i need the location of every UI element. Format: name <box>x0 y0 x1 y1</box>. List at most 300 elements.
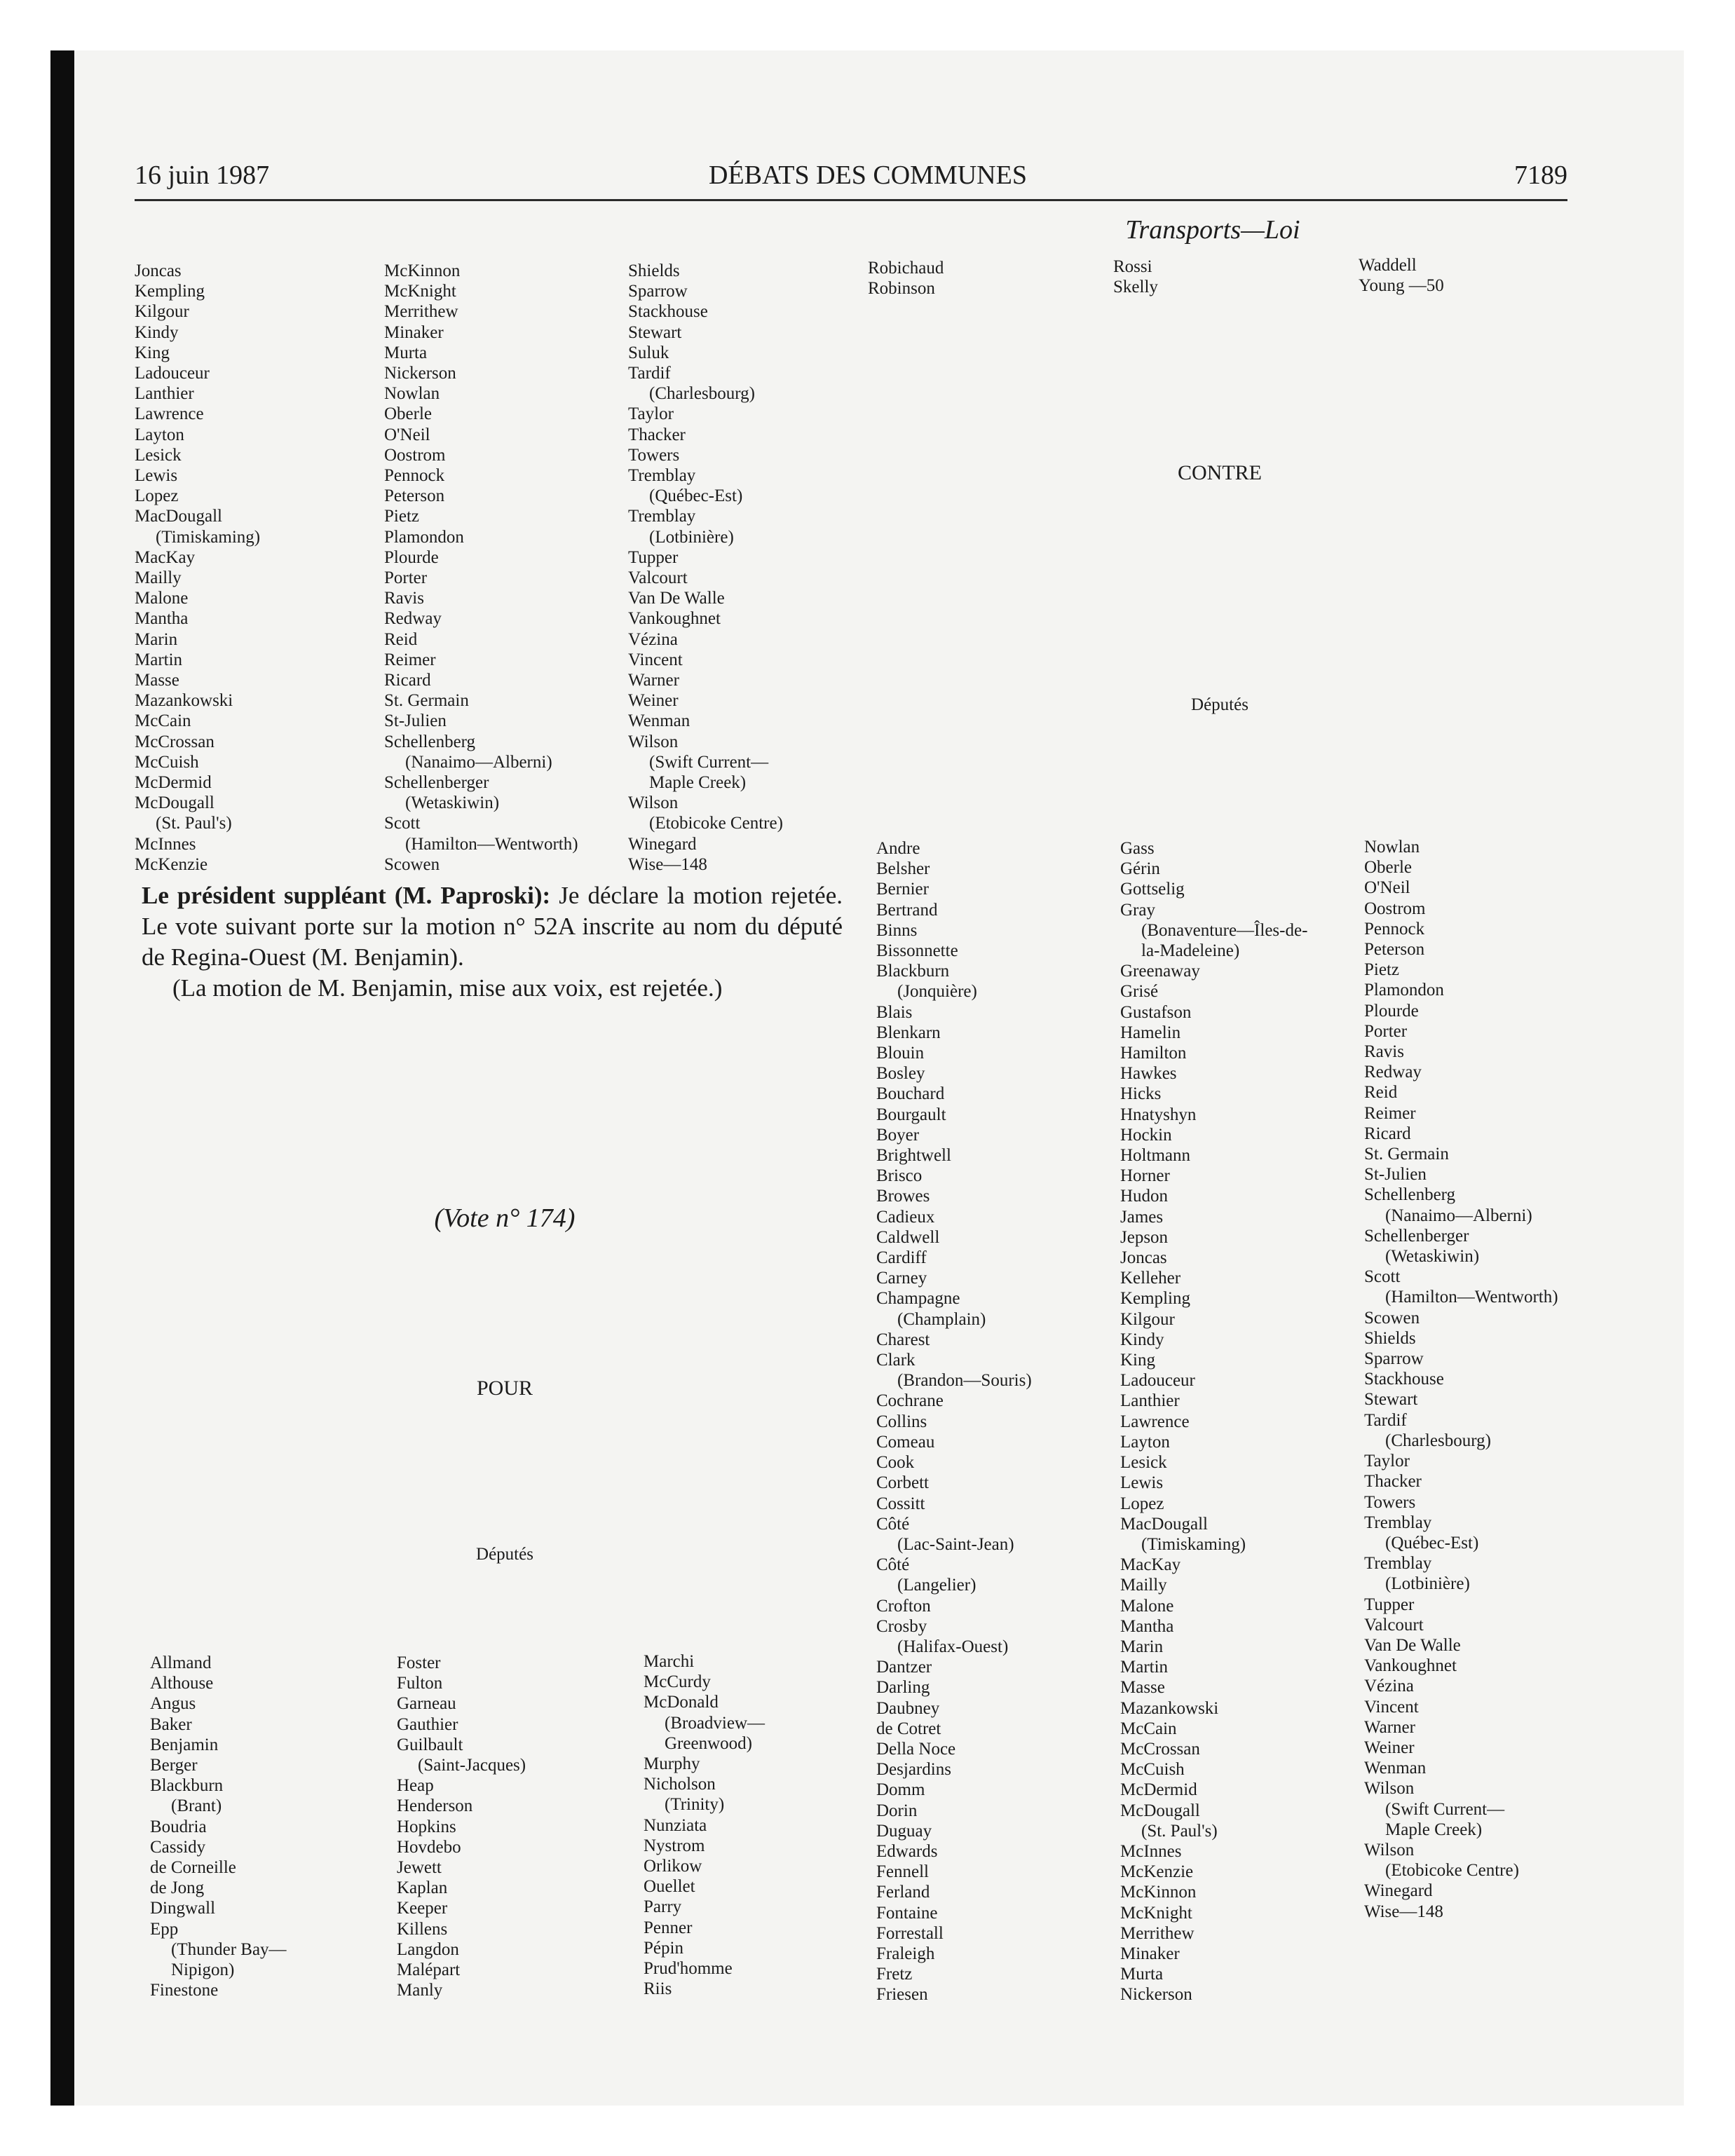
member-name: Suluk <box>628 343 669 362</box>
member-name: Riis <box>644 1979 672 1999</box>
member-name: Greenaway <box>1120 962 1200 981</box>
name-list <box>1113 257 1158 297</box>
riding-name: (Broadview— <box>665 1713 766 1733</box>
member-name: Oberle <box>1364 858 1413 878</box>
member-name: Duguay <box>876 1821 932 1841</box>
member-name: Reid <box>384 629 418 649</box>
member-name: Malépart <box>397 1960 461 1980</box>
member-name: McCain <box>1120 1719 1177 1738</box>
member-name: Cardiff <box>876 1248 927 1268</box>
member-name: MacDougall <box>135 507 222 526</box>
member-name: Lewis <box>135 466 178 486</box>
member-name: Fraleigh <box>876 1944 935 1963</box>
member-name: Tremblay <box>628 466 696 486</box>
member-name: Kelleher <box>1120 1269 1181 1288</box>
member-name: Nunziata <box>644 1815 707 1835</box>
member-name: Schellenberg <box>1364 1185 1456 1205</box>
member-name: Blackburn <box>876 962 950 981</box>
riding-name: (Swift Current— <box>1385 1799 1505 1819</box>
member-name: Joncas <box>135 261 182 280</box>
member-name: Manly <box>397 1981 443 2000</box>
member-name: Taylor <box>628 404 674 424</box>
member-name: Allmand <box>150 1653 212 1672</box>
member-name: Bourgault <box>876 1105 946 1124</box>
member-name: Penner <box>644 1918 693 1937</box>
member-name: Guilbault <box>397 1735 463 1754</box>
member-name: Marin <box>1120 1637 1164 1656</box>
member-name: Blackburn <box>150 1776 224 1796</box>
speaker-statement <box>142 880 843 973</box>
member-name: Lesick <box>135 445 182 465</box>
member-name: Darling <box>876 1678 930 1698</box>
member-name: Lanthier <box>1120 1391 1180 1411</box>
member-name: Plourde <box>1364 1001 1419 1021</box>
member-name: Hamelin <box>1120 1023 1181 1042</box>
member-name: Della Noce <box>876 1739 956 1759</box>
member-name: Carney <box>876 1269 927 1288</box>
header-rule <box>135 199 1567 201</box>
member-name: Andre <box>876 839 920 858</box>
name-list <box>397 1653 526 2000</box>
member-name: Gustafson <box>1120 1002 1192 1022</box>
member-name: Gérin <box>1120 859 1160 879</box>
member-name: Vankoughnet <box>628 609 721 629</box>
member-name: Brisco <box>876 1166 923 1186</box>
member-name: Prud'homme <box>644 1959 733 1979</box>
riding-name: (Lac-Saint-Jean) <box>897 1534 1014 1554</box>
name-list <box>1359 255 1444 296</box>
riding-name: (Etobicoke Centre) <box>649 814 783 833</box>
pour-deputes-label: Députés <box>476 1545 533 1564</box>
member-name: Côté <box>876 1514 910 1534</box>
riding-name: (Wetaskiwin) <box>405 793 500 813</box>
member-name: McInnes <box>135 834 196 854</box>
member-name: Boyer <box>876 1125 920 1145</box>
member-name: Pépin <box>644 1938 683 1958</box>
riding-name: (Lotbinière) <box>649 527 734 547</box>
member-name: Joncas <box>1120 1248 1167 1268</box>
member-name: Mantha <box>135 609 189 629</box>
member-name: Binns <box>876 920 918 940</box>
member-name: Brightwell <box>876 1146 951 1166</box>
member-name: McCuish <box>1120 1760 1185 1780</box>
member-name: Mailly <box>1120 1576 1167 1595</box>
member-name: Bosley <box>876 1064 925 1084</box>
member-name: Ouellet <box>644 1877 695 1897</box>
member-name: Mailly <box>135 568 182 588</box>
member-name: O'Neil <box>384 425 430 444</box>
page-number: 7189 <box>1514 161 1567 190</box>
member-name: Cook <box>876 1453 915 1473</box>
member-name: Gass <box>1120 839 1155 858</box>
speaker-text: Je déclare la motion rejetée. Le vote suivant porte sur la motion n° 52A inscrite au nom du député de Regina-Ouest (M. Benjamin). <box>142 882 843 971</box>
member-name: Peterson <box>384 486 445 506</box>
member-name: Malone <box>1120 1596 1174 1616</box>
member-name: Stackhouse <box>628 302 708 322</box>
member-name: Vézina <box>628 629 678 649</box>
member-name: Kaplan <box>397 1878 448 1898</box>
member-name: Orlikow <box>644 1857 702 1876</box>
member-name: Ricard <box>384 671 431 690</box>
member-name: McDougall <box>1120 1801 1200 1820</box>
member-name: Wise—148 <box>628 854 707 874</box>
riding-name: (Hamilton—Wentworth) <box>405 834 578 854</box>
member-name: McCuish <box>135 752 199 772</box>
member-name: Hockin <box>1120 1125 1172 1145</box>
member-name: Corbett <box>876 1473 929 1493</box>
riding-name: Maple Creek) <box>649 773 747 793</box>
member-name: McCain <box>135 711 191 731</box>
member-name: McDermid <box>135 773 212 793</box>
member-name: Nickerson <box>1120 1985 1192 2005</box>
riding-name: (Brandon—Souris) <box>897 1371 1032 1391</box>
member-name: Stewart <box>1364 1390 1418 1410</box>
member-name: Hawkes <box>1120 1064 1177 1084</box>
member-name: Valcourt <box>628 568 688 588</box>
member-name: Robinson <box>868 279 935 299</box>
member-name: Ferland <box>876 1883 930 1902</box>
member-name: Bouchard <box>876 1084 945 1104</box>
member-name: Bertrand <box>876 900 938 920</box>
member-name: Blenkarn <box>876 1023 941 1042</box>
member-name: Tupper <box>1364 1595 1415 1614</box>
member-name: Daubney <box>876 1698 940 1718</box>
riding-name: (Bonaventure—Îles-de- <box>1141 920 1308 940</box>
member-name: Oostrom <box>384 445 446 465</box>
member-name: Stackhouse <box>1364 1370 1444 1389</box>
member-name: Althouse <box>150 1674 214 1693</box>
member-name: Stewart <box>628 322 682 342</box>
member-name: Merrithew <box>384 302 458 322</box>
member-name: Plourde <box>384 547 439 567</box>
member-name: Reimer <box>384 650 436 669</box>
member-name: Merrithew <box>1120 1923 1195 1943</box>
member-name: Reimer <box>1364 1103 1416 1123</box>
member-name: St. Germain <box>384 691 469 711</box>
member-name: Towers <box>1364 1492 1416 1512</box>
name-list <box>1120 838 1307 2005</box>
member-name: Pennock <box>1364 919 1425 939</box>
member-name: Hopkins <box>397 1817 456 1836</box>
member-name: de Corneille <box>150 1858 236 1878</box>
member-name: Murphy <box>644 1754 700 1774</box>
member-name: Grisé <box>1120 982 1159 1002</box>
riding-name: (Charlesbourg) <box>649 384 755 404</box>
name-list <box>868 258 944 299</box>
member-name: de Jong <box>150 1878 205 1898</box>
member-name: Caldwell <box>876 1227 940 1247</box>
member-name: Sparrow <box>1364 1349 1424 1369</box>
member-name: Weiner <box>1364 1738 1415 1757</box>
member-name: Warner <box>1364 1717 1415 1737</box>
riding-name: Greenwood) <box>665 1733 752 1753</box>
member-name: Wilson <box>628 732 679 751</box>
vote-number: (Vote n° 174) <box>434 1203 576 1233</box>
member-name: Finestone <box>150 1981 219 2000</box>
member-name: King <box>1120 1351 1155 1370</box>
riding-name: (Québec-Est) <box>649 486 743 506</box>
member-name: Wenman <box>628 711 690 731</box>
riding-name: (Langelier) <box>897 1576 977 1595</box>
member-name: Warner <box>628 671 679 690</box>
page-date: 16 juin 1987 <box>135 161 270 190</box>
member-name: Gauthier <box>397 1714 458 1734</box>
member-name: Desjardins <box>876 1760 951 1780</box>
name-list <box>628 261 783 875</box>
member-name: Tardif <box>628 364 671 383</box>
member-name: Martin <box>135 650 183 669</box>
member-name: Vincent <box>628 650 683 669</box>
member-name: Wilson <box>1364 1779 1415 1799</box>
member-name: Schellenberger <box>1364 1226 1469 1246</box>
member-name: Garneau <box>397 1694 456 1714</box>
member-name: Mazankowski <box>135 691 233 711</box>
member-name: Gray <box>1120 900 1155 920</box>
riding-name: (St. Paul's) <box>156 814 232 833</box>
member-name: Vincent <box>1364 1697 1419 1717</box>
member-name: Masse <box>1120 1678 1165 1698</box>
member-name: Taylor <box>1364 1452 1410 1471</box>
member-name: Foster <box>397 1653 441 1672</box>
member-name: Marin <box>135 629 178 649</box>
member-name: Parry <box>644 1897 682 1917</box>
member-name: McKinnon <box>384 261 461 280</box>
riding-name: (St. Paul's) <box>1141 1821 1218 1841</box>
member-name: Hamilton <box>1120 1044 1187 1063</box>
member-name: Nowlan <box>1364 838 1420 857</box>
member-name: Oostrom <box>1364 899 1426 918</box>
pour-heading: POUR <box>476 1377 533 1400</box>
member-name: Kindy <box>1120 1330 1164 1349</box>
riding-name: (Trinity) <box>665 1795 725 1815</box>
member-name: Wenman <box>1364 1759 1427 1778</box>
member-name: Redway <box>384 609 442 629</box>
member-name: Lawrence <box>1120 1412 1190 1431</box>
member-name: Crosby <box>876 1616 927 1636</box>
member-name: Plamondon <box>384 527 464 547</box>
member-name: Lopez <box>1120 1494 1164 1513</box>
member-name: Nicholson <box>644 1775 716 1794</box>
member-name: Tardif <box>1364 1410 1407 1430</box>
member-name: Layton <box>1120 1432 1170 1452</box>
member-name: Berger <box>150 1756 198 1775</box>
publication-title: DÉBATS DES COMMUNES <box>709 161 1027 190</box>
member-name: McInnes <box>1120 1841 1182 1861</box>
member-name: Hnatyshyn <box>1120 1105 1197 1124</box>
member-name: Killens <box>397 1919 448 1939</box>
riding-name: (Timiskaming) <box>156 527 261 547</box>
member-name: Fretz <box>876 1965 913 1984</box>
riding-name: (Champlain) <box>897 1309 986 1329</box>
member-name: Winegard <box>628 834 697 854</box>
member-name: McKenzie <box>135 854 208 874</box>
member-name: McDonald <box>644 1693 719 1712</box>
member-name: Kempling <box>1120 1289 1190 1309</box>
member-name: Shields <box>628 261 680 280</box>
member-name: Lopez <box>135 486 179 506</box>
member-name: Collins <box>876 1412 927 1431</box>
member-name: Minaker <box>1120 1944 1180 1963</box>
member-name: Peterson <box>1364 940 1425 960</box>
member-name: Pietz <box>384 507 419 526</box>
member-name: MacKay <box>1120 1555 1181 1575</box>
member-name: Kilgour <box>135 302 189 322</box>
member-name: Schellenberg <box>384 732 476 751</box>
member-name: Valcourt <box>1364 1615 1424 1635</box>
member-name: Browes <box>876 1187 930 1206</box>
member-name: Murta <box>1120 1965 1164 1984</box>
member-name: MacDougall <box>1120 1514 1208 1534</box>
member-name: Lesick <box>1120 1453 1167 1473</box>
name-list <box>1364 837 1558 1922</box>
member-name: Cossitt <box>876 1494 925 1513</box>
member-name: Mazankowski <box>1120 1698 1219 1718</box>
member-name: Friesen <box>876 1985 928 2005</box>
name-list <box>876 838 1032 2005</box>
member-name: Robichaud <box>868 259 944 278</box>
member-name: Rossi <box>1113 257 1152 276</box>
name-list <box>150 1653 287 2000</box>
member-name: McKnight <box>384 282 456 301</box>
riding-name: (Timiskaming) <box>1141 1534 1246 1554</box>
member-name: Wilson <box>1364 1840 1415 1860</box>
member-name: Fulton <box>397 1674 443 1693</box>
member-name: Mantha <box>1120 1616 1174 1636</box>
member-name: Kindy <box>135 322 179 342</box>
member-name: Nickerson <box>384 364 456 383</box>
member-name: McKinnon <box>1120 1883 1197 1902</box>
member-name: O'Neil <box>1364 878 1410 898</box>
member-name: Masse <box>135 671 179 690</box>
member-name: Tupper <box>628 547 679 567</box>
member-name: Oberle <box>384 404 433 424</box>
member-name: Martin <box>1120 1658 1169 1677</box>
member-name: Ladouceur <box>135 364 210 383</box>
member-name: Cochrane <box>876 1391 944 1411</box>
member-name: Dingwall <box>150 1899 216 1918</box>
member-name: McKnight <box>1120 1903 1192 1923</box>
member-name: Tremblay <box>1364 1513 1432 1532</box>
riding-name: la-Madeleine) <box>1141 941 1240 961</box>
member-name: St. Germain <box>1364 1145 1449 1164</box>
member-name: Bernier <box>876 880 929 899</box>
member-name: MacKay <box>135 547 196 567</box>
member-name: Towers <box>628 445 680 465</box>
member-name: Blais <box>876 1002 913 1022</box>
riding-name: Maple Creek) <box>1385 1820 1483 1839</box>
member-name: Forrestall <box>876 1923 944 1943</box>
motion-result: (La motion de M. Benjamin, mise aux voix, est rejetée.) <box>172 974 723 1002</box>
member-name: McDougall <box>135 793 215 813</box>
member-name: Belsher <box>876 859 930 879</box>
member-name: Reid <box>1364 1083 1398 1103</box>
member-name: Scott <box>1364 1267 1401 1287</box>
member-name: Pietz <box>1364 960 1399 980</box>
member-name: Hovdebo <box>397 1837 461 1857</box>
member-name: Redway <box>1364 1063 1422 1082</box>
member-name: Waddell <box>1359 256 1417 275</box>
member-name: McKenzie <box>1120 1862 1194 1882</box>
member-name: Young —50 <box>1359 276 1444 296</box>
member-name: Kempling <box>135 282 205 301</box>
member-name: Cassidy <box>150 1837 206 1857</box>
member-name: Vézina <box>1364 1677 1414 1696</box>
member-name: Schellenberger <box>384 773 489 793</box>
member-name: Weiner <box>628 691 679 711</box>
member-name: Marchi <box>644 1652 695 1671</box>
member-name: King <box>135 343 170 362</box>
member-name: Minaker <box>384 322 444 342</box>
member-name: Crofton <box>876 1596 931 1616</box>
contre-heading: CONTRE <box>1178 461 1262 484</box>
member-name: Cadieux <box>876 1207 935 1227</box>
riding-name: (Etobicoke Centre) <box>1385 1861 1519 1881</box>
member-name: Lawrence <box>135 404 204 424</box>
riding-name: (Wetaskiwin) <box>1385 1247 1480 1267</box>
member-name: Baker <box>150 1714 192 1734</box>
member-name: Côté <box>876 1555 910 1575</box>
member-name: Keeper <box>397 1899 448 1918</box>
member-name: Skelly <box>1113 278 1158 297</box>
member-name: Pennock <box>384 466 445 486</box>
member-name: Champagne <box>876 1289 960 1309</box>
riding-name: Nipigon) <box>171 1960 235 1980</box>
name-list <box>644 1651 765 1999</box>
member-name: James <box>1120 1207 1164 1227</box>
member-name: Charest <box>876 1330 930 1349</box>
member-name: Lewis <box>1120 1473 1164 1493</box>
member-name: Hudon <box>1120 1187 1169 1206</box>
member-name: Angus <box>150 1694 196 1714</box>
member-name: Porter <box>384 568 428 588</box>
member-name: St-Julien <box>1364 1165 1427 1185</box>
member-name: Malone <box>135 589 189 608</box>
member-name: Horner <box>1120 1166 1170 1186</box>
member-name: Kilgour <box>1120 1309 1175 1329</box>
riding-name: (Lotbinière) <box>1385 1574 1470 1594</box>
member-name: Nystrom <box>644 1836 705 1855</box>
name-list <box>135 261 260 875</box>
member-name: Ravis <box>384 589 424 608</box>
riding-name: (Hamilton—Wentworth) <box>1385 1288 1558 1307</box>
member-name: Benjamin <box>150 1735 219 1754</box>
member-name: McCurdy <box>644 1672 711 1692</box>
riding-name: (Jonquière) <box>897 982 977 1002</box>
member-name: Nowlan <box>384 384 440 404</box>
riding-name: (Brant) <box>171 1796 222 1816</box>
member-name: Lanthier <box>135 384 194 404</box>
member-name: Ravis <box>1364 1042 1404 1062</box>
riding-name: (Nanaimo—Alberni) <box>1385 1206 1532 1225</box>
member-name: Ladouceur <box>1120 1371 1195 1391</box>
member-name: de Cotret <box>876 1719 941 1738</box>
member-name: Langdon <box>397 1939 459 1959</box>
speaker-name: Le président suppléant (M. Paproski): <box>142 882 551 909</box>
member-name: Thacker <box>1364 1472 1422 1492</box>
member-name: Bissonnette <box>876 941 958 961</box>
member-name: Fontaine <box>876 1903 938 1923</box>
member-name: McCrossan <box>135 732 215 751</box>
member-name: Plamondon <box>1364 981 1444 1000</box>
riding-name: (Saint-Jacques) <box>418 1756 526 1775</box>
member-name: Ricard <box>1364 1124 1411 1143</box>
member-name: Layton <box>135 425 184 444</box>
member-name: Vankoughnet <box>1364 1656 1457 1676</box>
member-name: Edwards <box>876 1841 938 1861</box>
member-name: Jewett <box>397 1858 442 1878</box>
riding-name: (Nanaimo—Alberni) <box>405 752 552 772</box>
member-name: Shields <box>1364 1328 1416 1348</box>
